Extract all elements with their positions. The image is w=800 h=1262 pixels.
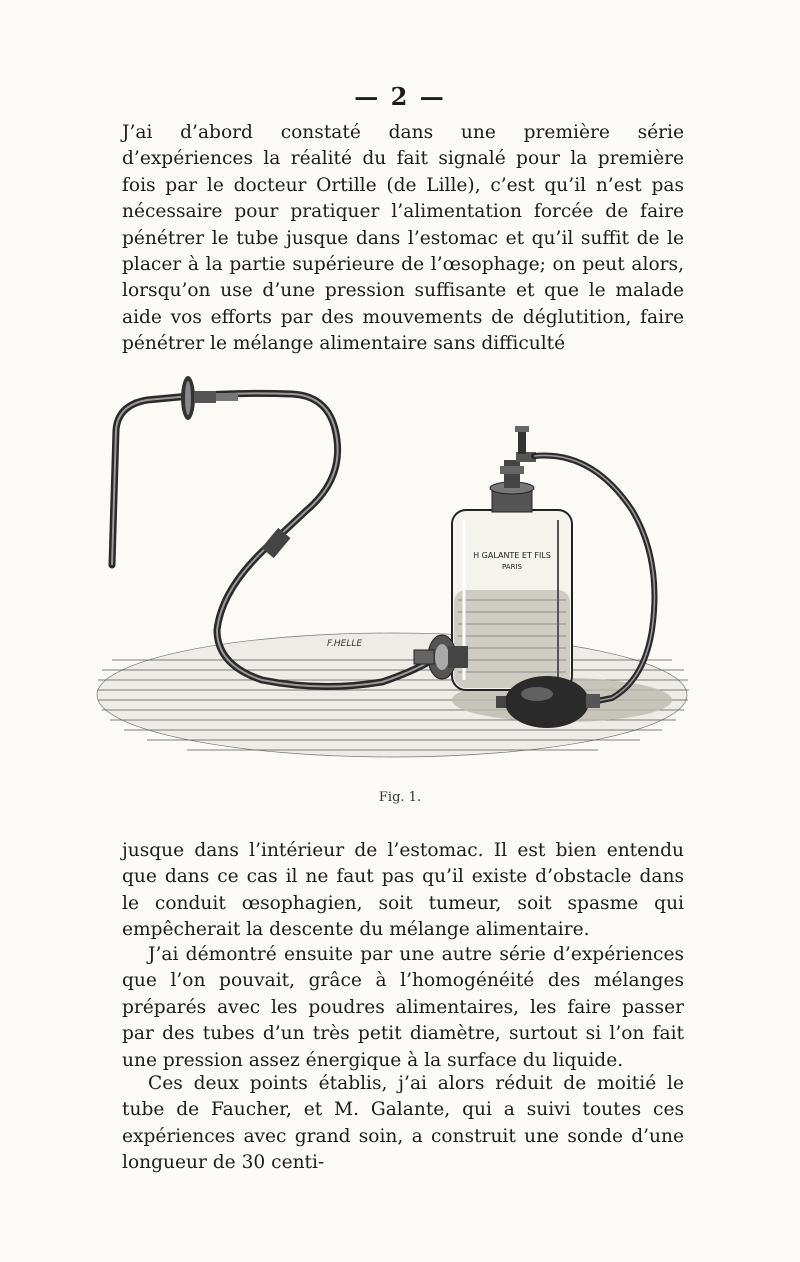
- bottle-label-maker: H GALANTE ET FILS: [473, 551, 551, 560]
- engraver-signature: F.HELLE: [327, 639, 363, 649]
- paragraph-3: J’ai démontré ensuite par une autre série d’expériences que l’on pouvait, grâce à l’homogénéité des mélanges préparés avec les poudres alimentaires, les faire passer par des tubes d’un très petit diamètre, surtout si l’on fait une pression assez énergique à la surface du liquide.: [122, 944, 684, 1071]
- paragraph-2: jusque dans l’intérieur de l’estomac. Il est bien entendu que dans ce cas il ne faut pas qu’il existe d’obstacle dans le conduit œsophagien, soit tumeur, soit spasme qui empêcherait la descente du mélange alimentaire.: [122, 840, 684, 941]
- bottle-label-city: PARIS: [502, 563, 522, 571]
- figure-feeding-apparatus: [92, 360, 712, 780]
- glass-bottle: [452, 510, 572, 690]
- bottle-stopper-valve: [490, 426, 536, 512]
- paragraph-4: Ces deux points établis, j’ai alors réduit de moitié le tube de Faucher, et M. Galante, qui a suivi toutes ces expériences avec grand soin, a construit une sonde d’une longueur de 30 centi-: [122, 1073, 684, 1174]
- apparatus-engraving: [92, 360, 712, 780]
- mouth-guard: [181, 376, 238, 420]
- page-number: — 2 —: [354, 82, 446, 111]
- figure-caption: Fig. 1.: [378, 790, 422, 805]
- paragraph-1: J’ai d’abord constaté dans une première série d’expériences la réalité du fait signalé pour la première fois par le docteur Ortille (de Lille), c’est qu’il n’est pas nécessaire pour pratiquer l’alimentation forcée de faire pénétrer le tube jusque dans l’estomac et qu’il suffit de le placer à la partie supérieure de l’œsophage; on peut alors, lorsqu’on use d’une pression suffisante et que le malade aide vos efforts par des mouvements de déglutition, faire pénétrer le mélange alimentaire sans difficulté: [122, 122, 684, 355]
